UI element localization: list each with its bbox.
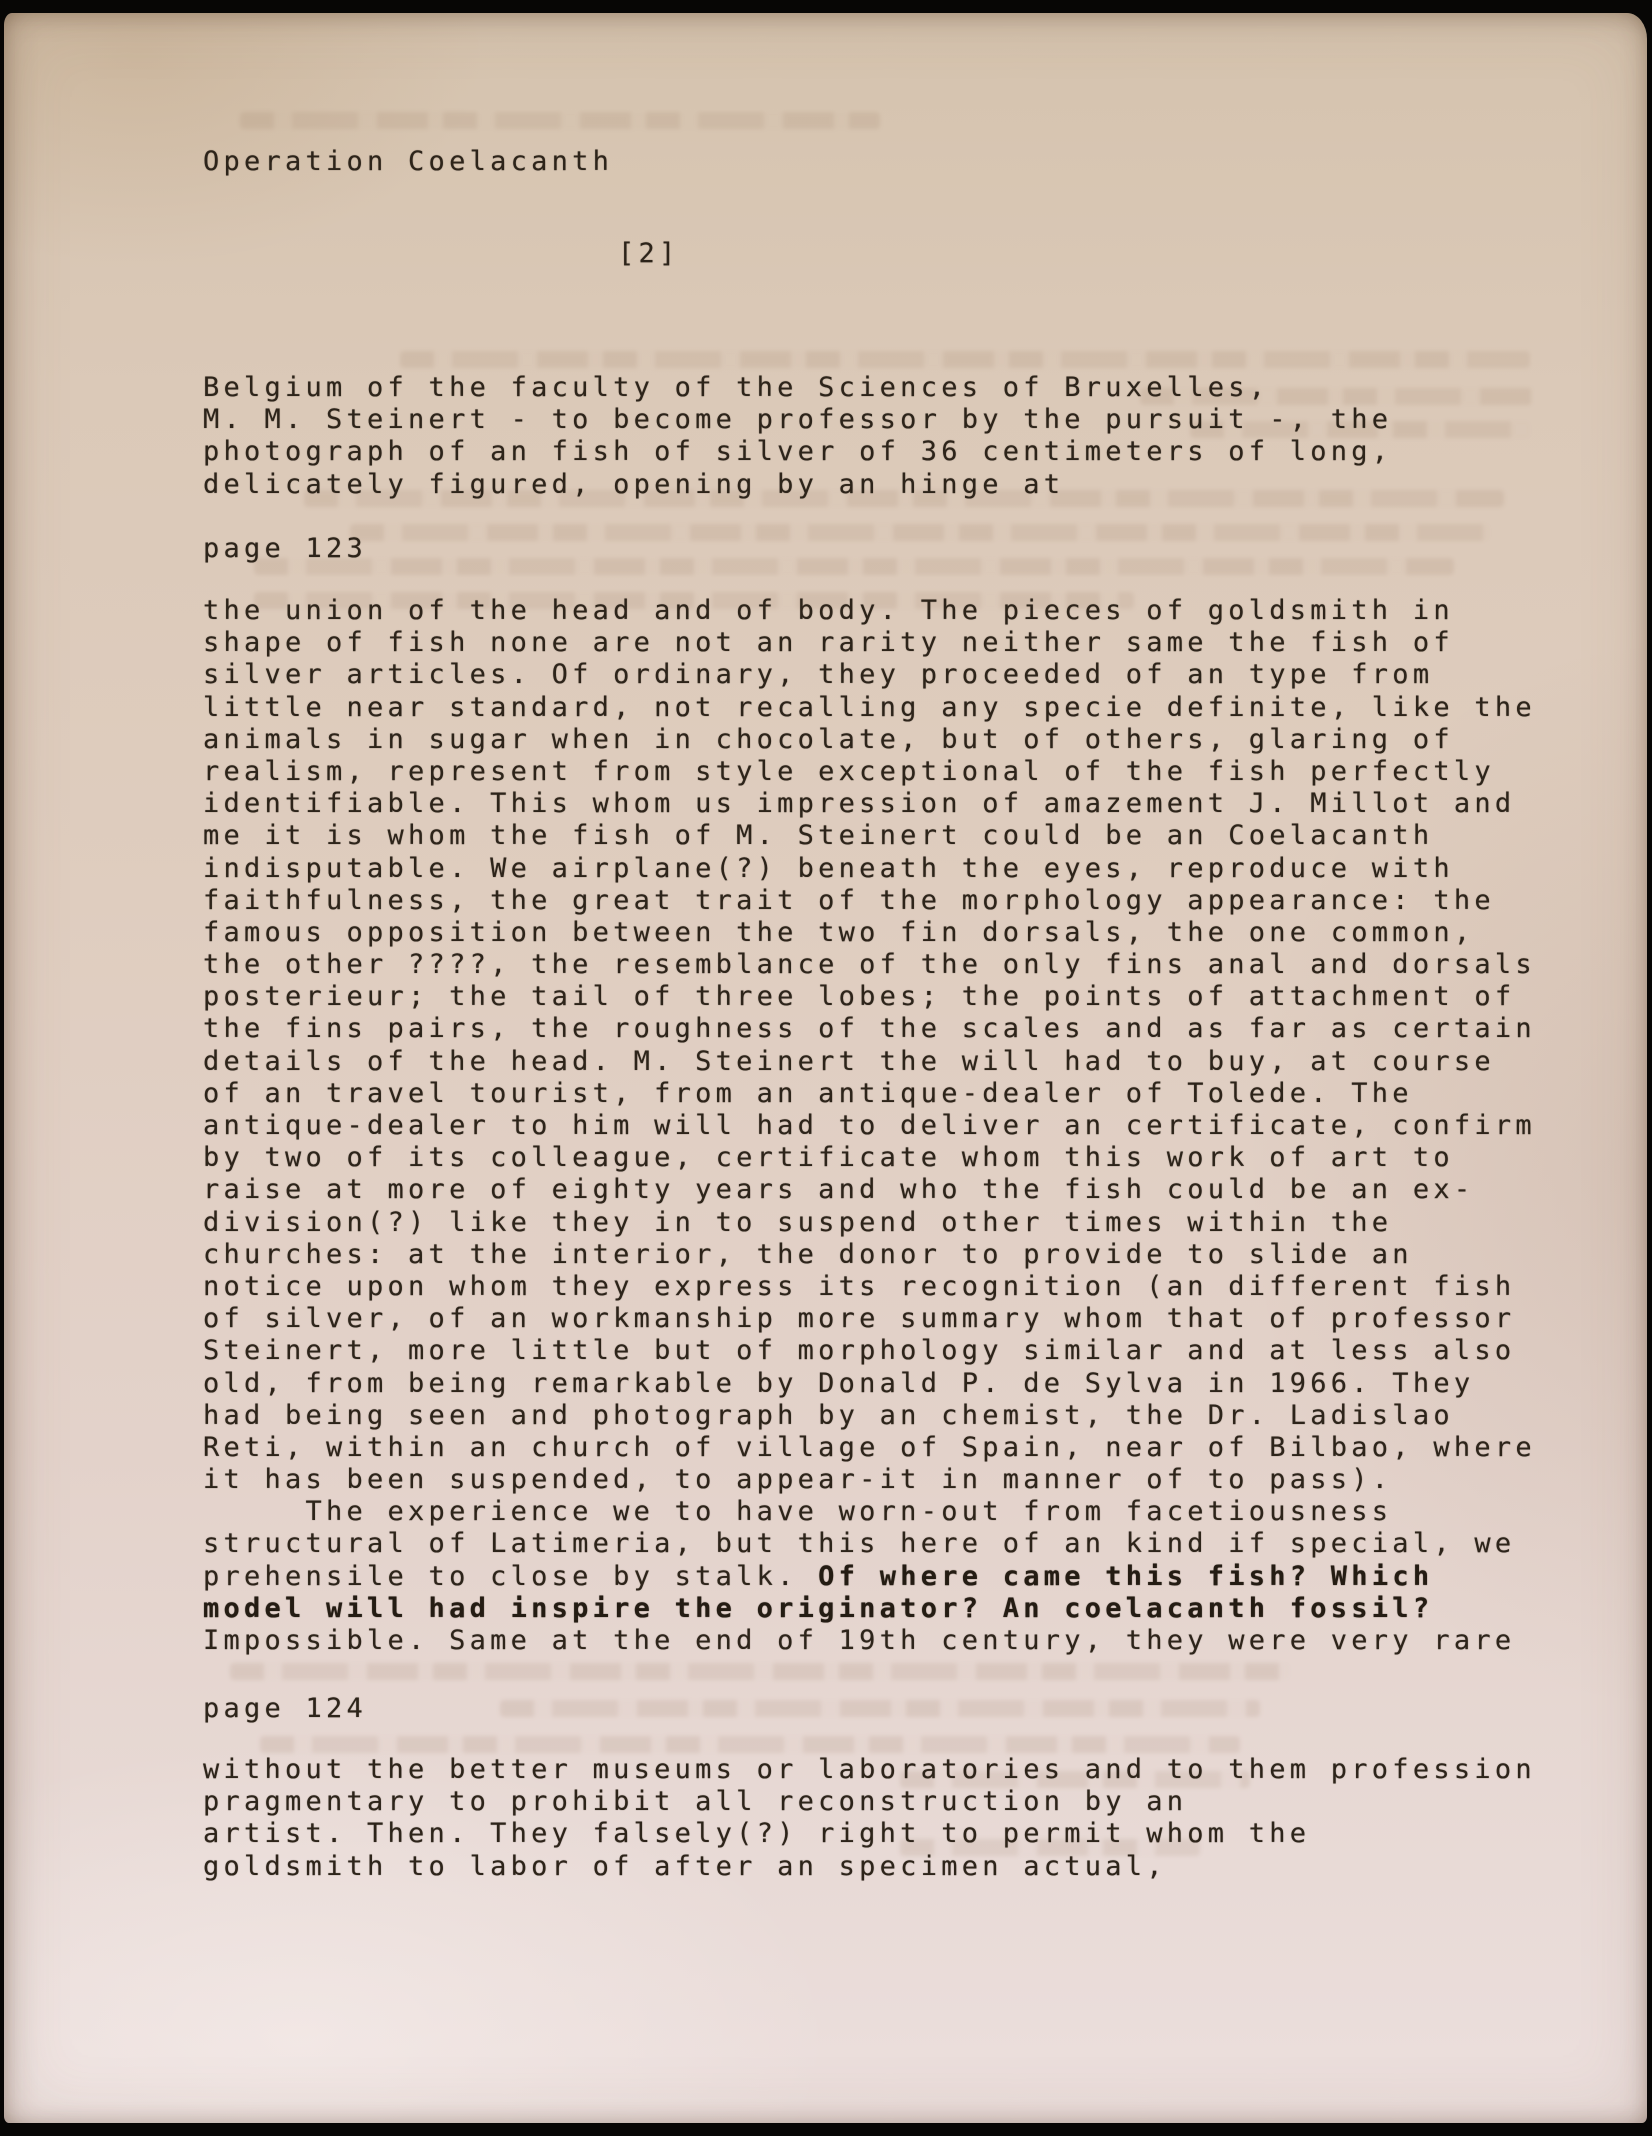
typed-line: antique-dealer to him will had to deliver an certificate, confirm: [203, 1110, 1536, 1141]
document-title: Operation Coelacanth: [203, 146, 614, 177]
typed-line: Belgium of the faculty of the Sciences of Bruxelles,: [203, 372, 1270, 403]
typed-line: churches: at the interior, the donor to provide to slide an: [203, 1238, 1413, 1270]
typed-line: had being seen and photograph by an chemist, the Dr. Ladislao: [203, 1399, 1454, 1431]
typed-line: old, from being remarkable by Donald P. de Sylva in 1966. They: [203, 1367, 1475, 1399]
typed-line: animals in sugar when in chocolate, but of others, glaring of: [203, 723, 1454, 755]
typed-line: raise at more of eighty years and who the fish could be an ex-: [203, 1174, 1475, 1206]
bleed-through-line: [400, 351, 1530, 368]
page-number-marker: [2]: [618, 238, 680, 269]
typed-line: the union of the head and of body. The pieces of goldsmith in: [203, 595, 1454, 626]
typed-line: artist. Then. They falsely(?) right to permit whom the: [203, 1818, 1311, 1850]
typed-line: model will had inspire the originator? An coelacanth fossil?: [203, 1592, 1434, 1624]
typed-line: of silver, of an workmanship more summary whom that of professor: [203, 1303, 1516, 1335]
typed-line: Impossible. Same at the end of 19th century, they were very rare: [203, 1625, 1516, 1656]
typed-line: of an travel tourist, from an antique-dealer of Tolede. The: [203, 1077, 1413, 1109]
typed-line: by two of its colleague, certificate whom this work of art to: [203, 1142, 1454, 1174]
bleed-through-line: [350, 524, 1490, 541]
typed-line: indisputable. We airplane(?) beneath the eyes, reproduce with: [203, 852, 1454, 884]
typed-line: without the better museums or laboratories and to them profession: [203, 1754, 1536, 1785]
bleed-through-line: [260, 1736, 1240, 1753]
bleed-through-line: [230, 1663, 1290, 1680]
typed-line: Reti, within an church of village of Spain, near of Bilbao, where: [203, 1431, 1536, 1463]
body-paragraph: [203, 595, 1536, 1657]
typed-line: silver articles. Of ordinary, they proceeded of an type from: [203, 659, 1434, 691]
typed-line: the other ????, the resemblance of the only fins anal and dorsals: [203, 949, 1536, 981]
typed-line: the fins pairs, the roughness of the scales and as far as certain: [203, 1013, 1536, 1045]
typed-line: structural of Latimeria, but this here of an kind if special, we: [203, 1528, 1516, 1560]
page-reference-124: page 124: [203, 1693, 368, 1724]
bleed-through-line: [254, 558, 1454, 575]
typed-line: prehensile to close by stalk. Of where came this fish? Which: [203, 1560, 1434, 1592]
scanned-page: [4, 13, 1647, 2123]
paragraph-3: [203, 1754, 1536, 1883]
paragraph-1: [203, 372, 1392, 501]
typed-line: goldsmith to labor of after an specimen actual,: [203, 1850, 1167, 1882]
typed-line: notice upon whom they express its recognition (an different fish: [203, 1270, 1516, 1302]
typed-line: The experience we to have worn-out from facetiousness: [203, 1496, 1393, 1528]
typed-line: shape of fish none are not an rarity neither same the fish of: [203, 627, 1454, 659]
typed-line: posterieur; the tail of three lobes; the points of attachment of: [203, 981, 1516, 1013]
bleed-through-line: [240, 112, 880, 129]
typed-line: pragmentary to prohibit all reconstruction by an: [203, 1786, 1188, 1818]
typed-line: Steinert, more little but of morphology similar and at less also: [203, 1335, 1516, 1367]
typed-line: famous opposition between the two fin dorsals, the one common,: [203, 916, 1475, 948]
typed-line: M. M. Steinert - to become professor by the pursuit -, the: [203, 404, 1393, 436]
page-reference-123: page 123: [203, 533, 368, 564]
typed-line: it has been suspended, to appear-it in manner of to pass).: [203, 1464, 1393, 1496]
typed-line: delicately figured, opening by an hinge at: [203, 468, 1065, 500]
typed-line: faithfulness, the great trait of the morphology appearance: the: [203, 884, 1495, 916]
typed-line: photograph of an fish of silver of 36 centimeters of long,: [203, 436, 1393, 468]
typed-line: me it is whom the fish of M. Steinert could be an Coelacanth: [203, 820, 1434, 852]
typed-line: details of the head. M. Steinert the will had to buy, at course: [203, 1045, 1495, 1077]
typed-line: division(?) like they in to suspend other times within the: [203, 1206, 1393, 1238]
bleed-through-line: [500, 1700, 1260, 1717]
typed-line: realism, represent from style exceptional of the fish perfectly: [203, 755, 1495, 787]
typed-line: little near standard, not recalling any specie definite, like the: [203, 691, 1536, 723]
typed-line: identifiable. This whom us impression of amazement J. Millot and: [203, 788, 1516, 820]
